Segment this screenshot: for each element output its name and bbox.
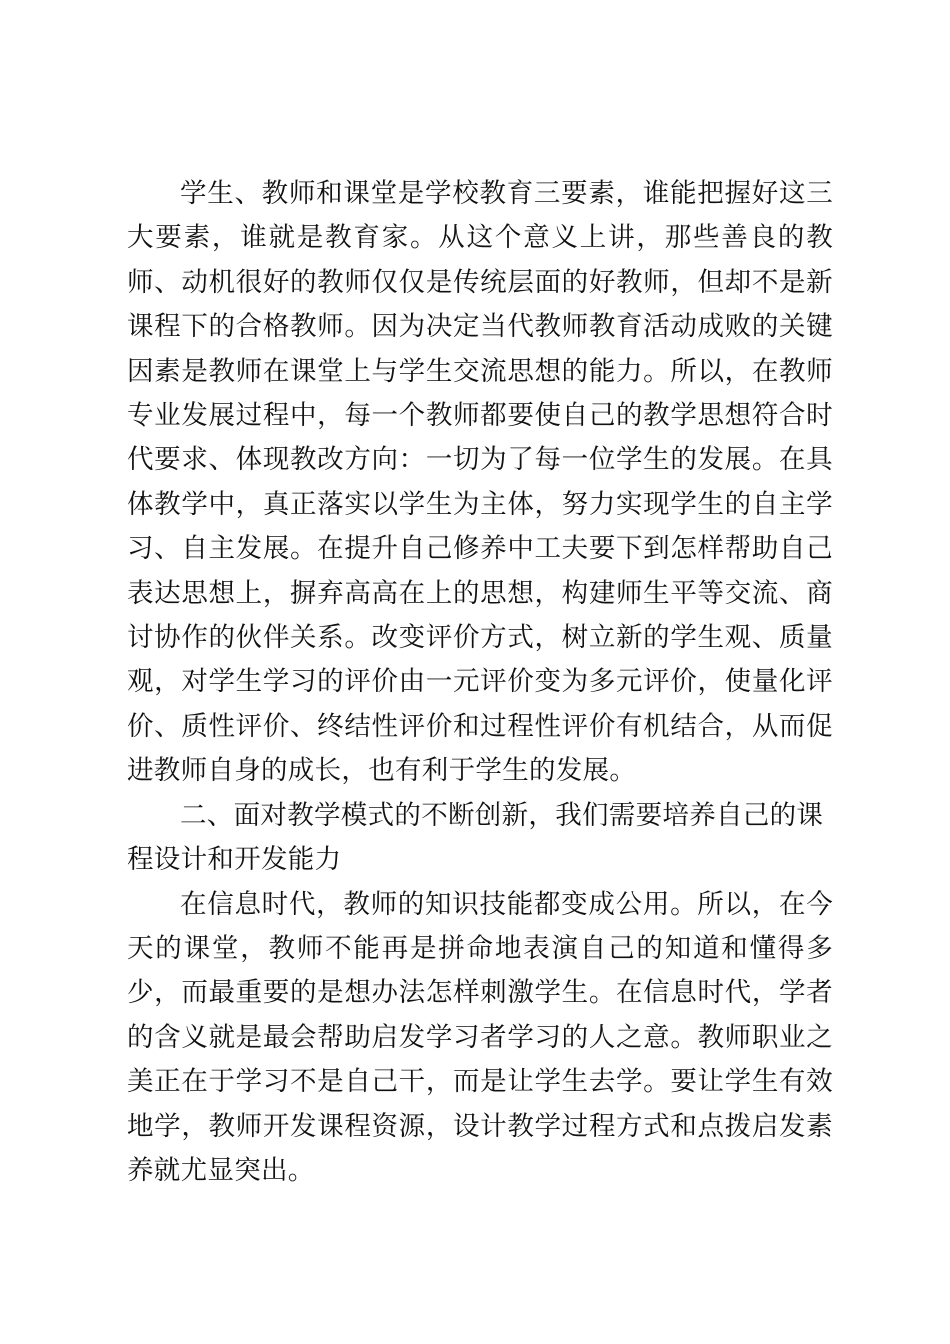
document-body <box>127 172 833 1193</box>
body-paragraph: 在信息时代，教师的知识技能都变成公用。所以，在今天的课堂，教师不能再是拼命地表演自己的知道和懂得多少，而最重要的是想办法怎样刺激学生。在信息时代，学者的含义就是最会帮助启发学习者学习的人之意。教师职业之美正在于学习不是自己干，而是让学生去学。要让学生有效地学，教师开发课程资源，设计教学过程方式和点拨启发素养就尤显突出。 <box>127 888 833 1186</box>
section-heading: 二、面对教学模式的不断创新，我们需要培养自己的课程设计和开发能力 <box>127 799 824 876</box>
body-paragraph: 学生、教师和课堂是学校教育三要素，谁能把握好这三大要素，谁就是教育家。从这个意义上讲，那些善良的教师、动机很好的教师仅仅是传统层面的好教师，但却不是新课程下的合格教师。因为决定当代教师教育活动成败的关键因素是教师在课堂上与学生交流思想的能力。所以，在教师专业发展过程中，每一个教师都要使自己的教学思想符合时代要求、体现教改方向：一切为了每一位学生的发展。在具体教学中，真正落实以学生为主体，努力实现学生的自主学习、自主发展。在提升自己修养中工夫要下到怎样帮助自己表达思想上，摒弃高高在上的思想，构建师生平等交流、商讨协作的伙伴关系。改变评价方式，树立新的学生观、质量观，对学生学习的评价由一元评价变为多元评价，使量化评价、质性评价、终结性评价和过程性评价有机结合，从而促进教师自身的成长，也有利于学生的发展。 <box>127 178 833 787</box>
